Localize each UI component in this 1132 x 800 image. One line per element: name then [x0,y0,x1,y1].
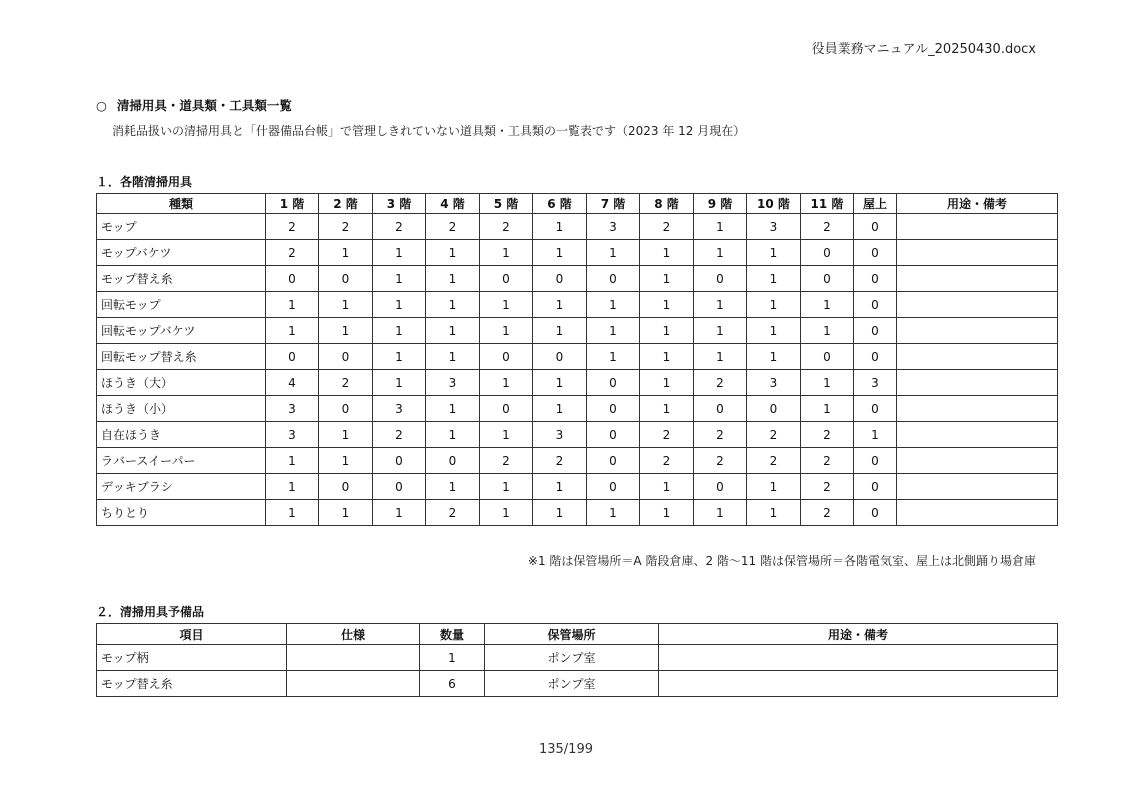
remarks-cell [897,266,1058,292]
table-row [97,645,1058,671]
quantity-cell: 1 [373,318,426,344]
location-cell: ポンプ室 [485,645,659,671]
quantity-cell: 0 [319,266,373,292]
table1-column-header: 1 階 [266,194,319,214]
quantity-cell: 0 [854,266,897,292]
quantity-cell: 1 [373,292,426,318]
item-name-cell: 回転モップ替え糸 [97,344,266,370]
quantity-cell: 0 [533,266,587,292]
quantity-cell: 3 [373,396,426,422]
quantity-cell: 0 [694,396,747,422]
remarks-cell [659,645,1058,671]
quantity-cell: 2 [801,214,854,240]
quantity-cell: 1 [587,292,640,318]
remarks-cell [897,240,1058,266]
table1-column-header: 8 階 [640,194,694,214]
quantity-cell: 1 [266,500,319,526]
quantity-cell: 0 [319,344,373,370]
quantity-cell: 0 [854,474,897,500]
table2-column-header: 保管場所 [485,624,659,645]
quantity-cell: 1 [319,240,373,266]
quantity-cell: 1 [426,266,480,292]
quantity-cell: 0 [747,396,801,422]
quantity-cell: 0 [480,266,533,292]
table-row [97,240,1058,266]
quantity-cell: 1 [480,500,533,526]
quantity-cell: 1 [801,370,854,396]
quantity-cell: 0 [587,370,640,396]
table1-column-header: 11 階 [801,194,854,214]
quantity-cell: 2 [533,448,587,474]
quantity-cell: 4 [266,370,319,396]
section-description: 消耗品扱いの清掃用具と「什器備品台帳」で管理しきれていない道具類・工具類の一覧表です（2023 年 12 月現在） [112,124,746,138]
quantity-cell: 3 [587,214,640,240]
quantity-cell: 1 [801,318,854,344]
quantity-cell: 0 [587,448,640,474]
quantity-cell: 1 [640,344,694,370]
table2-column-header: 項目 [97,624,287,645]
table1-column-header: 用途・備考 [897,194,1058,214]
quantity-cell: 1 [266,292,319,318]
document-filename-header: 役員業務マニュアル_20250430.docx [811,42,1036,57]
quantity-cell: 1 [587,344,640,370]
quantity-cell: 1 [854,422,897,448]
quantity-cell: 2 [640,448,694,474]
quantity-cell: 1 [319,448,373,474]
item-name-cell: ちりとり [97,500,266,526]
item-name-cell: モップ柄 [97,645,287,671]
quantity-cell: 3 [747,214,801,240]
quantity-cell: 0 [854,396,897,422]
quantity-cell: 2 [373,214,426,240]
quantity-cell: 0 [801,240,854,266]
quantity-cell: 0 [426,448,480,474]
table-row [97,474,1058,500]
quantity-cell: 1 [480,370,533,396]
quantity-cell: 1 [266,474,319,500]
quantity-cell: 1 [694,214,747,240]
quantity-cell: 2 [266,214,319,240]
quantity-cell: 1 [420,645,485,671]
table-row [97,292,1058,318]
remarks-cell [897,214,1058,240]
quantity-cell: 0 [854,344,897,370]
quantity-cell: 0 [694,266,747,292]
quantity-cell: 0 [854,448,897,474]
quantity-cell: 0 [801,266,854,292]
quantity-cell: 1 [426,318,480,344]
item-name-cell: 自在ほうき [97,422,266,448]
quantity-cell: 3 [426,370,480,396]
table1-header-row [97,194,1058,214]
table-row [97,214,1058,240]
item-name-cell: モップ替え糸 [97,266,266,292]
quantity-cell: 0 [533,344,587,370]
quantity-cell: 3 [266,396,319,422]
remarks-cell [659,671,1058,697]
quantity-cell: 1 [587,500,640,526]
table-row [97,370,1058,396]
quantity-cell: 2 [426,214,480,240]
table1-title: １．各階清掃用具 [96,175,193,189]
quantity-cell: 0 [266,266,319,292]
item-name-cell: ほうき（大） [97,370,266,396]
quantity-cell: 1 [640,396,694,422]
quantity-cell: 1 [373,266,426,292]
quantity-cell: 2 [694,370,747,396]
quantity-cell: 1 [426,344,480,370]
quantity-cell: 1 [533,318,587,344]
item-name-cell: 回転モップ [97,292,266,318]
table-row [97,671,1058,697]
quantity-cell: 1 [747,240,801,266]
quantity-cell: 1 [533,500,587,526]
quantity-cell: 1 [587,240,640,266]
quantity-cell: 1 [266,318,319,344]
quantity-cell: 1 [747,500,801,526]
quantity-cell: 1 [319,500,373,526]
quantity-cell: 2 [801,422,854,448]
section-title-text: 清掃用具・道具類・工具類一覧 [116,98,292,113]
quantity-cell: 2 [801,448,854,474]
quantity-cell: 1 [480,422,533,448]
quantity-cell: 1 [640,474,694,500]
quantity-cell: 2 [694,422,747,448]
table1-column-header: 10 階 [747,194,801,214]
quantity-cell: 1 [640,318,694,344]
quantity-cell: 1 [533,474,587,500]
quantity-cell: 1 [533,240,587,266]
table-row [97,266,1058,292]
quantity-cell: 1 [747,292,801,318]
table-row [97,344,1058,370]
quantity-cell: 1 [747,474,801,500]
item-name-cell: ラバースイーパー [97,448,266,474]
table1-column-header: 3 階 [373,194,426,214]
quantity-cell: 2 [480,448,533,474]
quantity-cell: 1 [747,266,801,292]
table-row [97,500,1058,526]
quantity-cell: 3 [266,422,319,448]
remarks-cell [897,292,1058,318]
quantity-cell: 0 [373,474,426,500]
quantity-cell: 1 [587,318,640,344]
remarks-cell [897,448,1058,474]
cleaning-tools-by-floor-table [96,193,1058,526]
quantity-cell: 1 [373,500,426,526]
quantity-cell: 2 [426,500,480,526]
section-marker: ○ [96,98,107,113]
quantity-cell: 1 [373,344,426,370]
item-name-cell: モップバケツ [97,240,266,266]
quantity-cell: 1 [801,292,854,318]
quantity-cell: 2 [373,422,426,448]
quantity-cell: 1 [533,370,587,396]
location-cell: ポンプ室 [485,671,659,697]
quantity-cell: 0 [373,448,426,474]
quantity-cell: 1 [694,344,747,370]
item-name-cell: モップ [97,214,266,240]
quantity-cell: 1 [533,292,587,318]
quantity-cell: 1 [373,240,426,266]
spare-cleaning-supplies-table [96,623,1058,697]
quantity-cell: 2 [640,422,694,448]
quantity-cell: 1 [533,396,587,422]
remarks-cell [897,474,1058,500]
quantity-cell: 0 [854,214,897,240]
table1-footnote: ※1 階は保管場所＝A 階段倉庫、2 階～11 階は保管場所＝各階電気室、屋上は北側踊り場倉庫 [527,554,1036,568]
quantity-cell: 1 [640,266,694,292]
quantity-cell: 1 [480,240,533,266]
quantity-cell: 1 [319,318,373,344]
quantity-cell: 2 [319,370,373,396]
quantity-cell: 1 [747,344,801,370]
quantity-cell: 1 [694,292,747,318]
quantity-cell: 1 [694,318,747,344]
spec-cell [287,645,420,671]
item-name-cell: ほうき（小） [97,396,266,422]
item-name-cell: デッキブラシ [97,474,266,500]
quantity-cell: 1 [801,396,854,422]
quantity-cell: 1 [640,370,694,396]
table1-column-header: 5 階 [480,194,533,214]
item-name-cell: 回転モップバケツ [97,318,266,344]
table2-title: ２．清掃用具予備品 [96,605,205,619]
quantity-cell: 1 [640,292,694,318]
quantity-cell: 0 [266,344,319,370]
table2-column-header: 数量 [420,624,485,645]
quantity-cell: 2 [747,448,801,474]
remarks-cell [897,422,1058,448]
quantity-cell: 1 [319,292,373,318]
quantity-cell: 0 [480,396,533,422]
quantity-cell: 0 [587,266,640,292]
table1-column-header: 6 階 [533,194,587,214]
table1-column-header: 屋上 [854,194,897,214]
remarks-cell [897,396,1058,422]
quantity-cell: 1 [426,474,480,500]
remarks-cell [897,500,1058,526]
quantity-cell: 1 [266,448,319,474]
quantity-cell: 1 [533,214,587,240]
table1-column-header: 7 階 [587,194,640,214]
remarks-cell [897,370,1058,396]
quantity-cell: 0 [801,344,854,370]
page-number: 135/199 [538,742,593,757]
quantity-cell: 1 [747,318,801,344]
quantity-cell: 2 [801,500,854,526]
remarks-cell [897,318,1058,344]
quantity-cell: 0 [694,474,747,500]
quantity-cell: 2 [747,422,801,448]
quantity-cell: 1 [694,240,747,266]
quantity-cell: 0 [480,344,533,370]
section-title [96,96,292,114]
quantity-cell: 2 [801,474,854,500]
quantity-cell: 1 [426,422,480,448]
quantity-cell: 1 [426,292,480,318]
quantity-cell: 1 [480,292,533,318]
table1-column-header: 2 階 [319,194,373,214]
spec-cell [287,671,420,697]
quantity-cell: 0 [854,500,897,526]
table-row [97,318,1058,344]
quantity-cell: 0 [319,474,373,500]
quantity-cell: 2 [319,214,373,240]
table2-header-row [97,624,1058,645]
table-row [97,448,1058,474]
quantity-cell: 2 [266,240,319,266]
table1-column-header: 種類 [97,194,266,214]
table-row [97,396,1058,422]
quantity-cell: 1 [480,474,533,500]
quantity-cell: 0 [854,318,897,344]
quantity-cell: 1 [426,240,480,266]
quantity-cell: 0 [587,396,640,422]
quantity-cell: 0 [319,396,373,422]
quantity-cell: 3 [854,370,897,396]
quantity-cell: 1 [480,318,533,344]
quantity-cell: 0 [587,474,640,500]
table-row [97,422,1058,448]
quantity-cell: 1 [694,500,747,526]
quantity-cell: 2 [694,448,747,474]
quantity-cell: 1 [319,422,373,448]
quantity-cell: 6 [420,671,485,697]
quantity-cell: 1 [640,500,694,526]
quantity-cell: 1 [373,370,426,396]
quantity-cell: 1 [640,240,694,266]
table1-column-header: 4 階 [426,194,480,214]
quantity-cell: 0 [587,422,640,448]
remarks-cell [897,344,1058,370]
table2-column-header: 仕様 [287,624,420,645]
quantity-cell: 3 [533,422,587,448]
item-name-cell: モップ替え糸 [97,671,287,697]
quantity-cell: 0 [854,292,897,318]
table2-column-header: 用途・備考 [659,624,1058,645]
quantity-cell: 2 [640,214,694,240]
quantity-cell: 2 [480,214,533,240]
table1-column-header: 9 階 [694,194,747,214]
quantity-cell: 3 [747,370,801,396]
quantity-cell: 1 [426,396,480,422]
quantity-cell: 0 [854,240,897,266]
